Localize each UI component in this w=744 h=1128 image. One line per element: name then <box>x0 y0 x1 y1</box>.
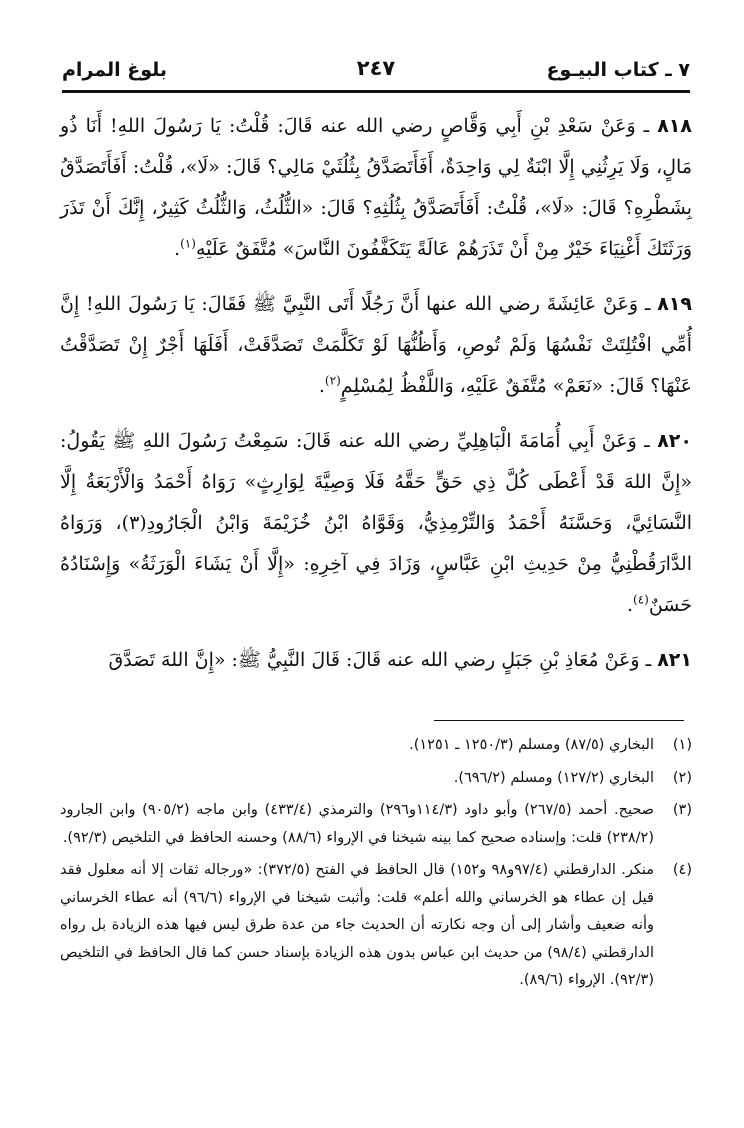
hadith-818: ٨١٨ ـ وَعَنْ سَعْدِ بْنِ أَبِي وَقَّاصٍ رضي الله عنه قَالَ: قُلْتُ: يَا رَسُولَ اللهِ! أَنَا ذُو مَالٍ، وَلَا يَرِثُنِي إِلَّا ابْنَةٌ لِي وَاحِدَةٌ، أَفَأَتَصَدَّقُ بِثُلُثَيْ مَالِي؟ قَالَ: «لَا»، قُلْتُ: أَفَأَتَصَدَّقُ بِشَطْرِهِ؟ قَالَ: «لَا»، قُلْتُ: أَفَأَتَصَدَّقُ بِثُلُثِهِ؟ قَالَ: «الثُّلُثُ، وَالثُّلُثُ كَثِيرٌ، إِنَّكَ أَنْ تَذَرَ وَرَثَتَكَ أَغْنِيَاءَ خَيْرٌ مِنْ أَنْ تَذَرَهُمْ عَالَةً يَتَكَفَّفُونَ النَّاسَ» مُتَّفَقٌ عَلَيْهِ$^{(١)}$. <box>60 115 692 260</box>
footnote-text: البخاري (١٢٧/٢) ومسلم (٦٩٦/٢). <box>453 769 654 786</box>
footnote-ref: (٤) <box>633 592 649 607</box>
hadith-text: ـ وَعَنْ سَعْدِ بْنِ أَبِي وَقَّاصٍ رضي الله عنه قَالَ: قُلْتُ: يَا رَسُولَ اللهِ! أَنَا ذُو مَالٍ، وَلَا يَرِثُنِي إِلَّا ابْنَةٌ لِي وَاحِدَةٌ، أَفَأَتَصَدَّقُ بِثُلُثَيْ مَالِي؟ قَالَ: «لَا»، قُلْتُ: أَفَأَتَصَدَّقُ بِشَطْرِهِ؟ قَالَ: «لَا»، قُلْتُ: أَفَأَتَصَدَّقُ بِثُلُثِهِ؟ قَالَ: «الثُّلُثُ، وَالثُّلُثُ كَثِيرٌ، إِنَّكَ أَنْ تَذَرَ وَرَثَتَكَ أَغْنِيَاءَ خَيْرٌ مِنْ أَنْ تَذَرَهُمْ عَالَةً يَتَكَفَّفُونَ النَّاسَ» مُتَّفَقٌ عَلَيْهِ <box>60 115 692 260</box>
footnote <box>60 857 692 995</box>
footnote-text: منكر. الدارقطني (٩٧/٤و٩٨ و١٥٢) قال الحافظ في الفتح (٣٧٢/٥): «ورجاله ثقات إلا أنه معلول فقد قيل إن عطاء هو الخرساني والله أعلم» قلت: وأثبت شيخنا في الإرواء (٩٦/٦) أنه عطاء الخرساني وأنه ضعيف وأشار إلى أن وجه نكارته أن الحديث جاء من عدة طرق ليس فيها هذه الزيادة بل رواه الدارقطني (٩٨/٤) من حديث ابن عباس بدون هذه الزيادة بإسناد حسن كما قال الحافظ في التلخيص (٩٢/٣). الإرواء (٨٩/٦). <box>60 862 655 988</box>
footnote-text: صحيح. أحمد (٢٦٧/٥) وأبو داود (١١٤/٣و٢٩٦) والترمذي (٤٣٣/٤) وابن ماجه (٩٠٥/٢) وابن الجارود (٢٣٨/٢) قلت: وإسناده صحيح كما بينه شيخنا في الإرواء (٨٨/٦) وحسنه الحافظ في التلخيص (٩٢/٣). <box>60 802 654 846</box>
chapter-title: ٧ ـ كتاب البيـوع <box>546 59 690 81</box>
hadith-821 <box>60 640 692 681</box>
hadith-number: ٨١٩ <box>657 293 692 315</box>
hadith-number: ٨١٨ <box>657 115 692 137</box>
footnote-ref: (٢) <box>324 373 341 388</box>
footnote-ref: (١) <box>180 236 196 251</box>
footnote-number: (٢) <box>672 769 692 786</box>
hadith-number: ٨٢٠ <box>657 430 692 452</box>
footnotes <box>60 732 692 1000</box>
footnote <box>60 797 692 852</box>
footnote-number: (٣) <box>672 802 692 818</box>
hadith-text: ـ وَعَنْ مُعَاذِ بْنِ جَبَلٍ رضي الله عنه قَالَ: قَالَ النَّبِيُّ ﷺ: «إِنَّ اللهَ تَصَدَّقَ <box>108 649 652 671</box>
hadith-text: ـ وَعَنْ أَبِي أُمَامَةَ الْبَاهِلِيِّ رضي الله عنه قَالَ: سَمِعْتُ رَسُولَ اللهِ ﷺ يَقُولُ: «إِنَّ اللهَ قَدْ أَعْطَى كُلَّ ذِي حَقٍّ حَقَّهُ فَلَا وَصِيَّةَ لِوَارِثٍ» رَوَاهُ أَحْمَدُ وَالْأَرْبَعَةُ إِلَّا النَّسَائِيَّ، وَحَسَّنَهُ أَحْمَدُ وَالتِّرْمِذِيُّ، وَقَوَّاهُ ابْنُ خُزَيْمَةَ وَابْنُ الْجَارُودِ(٣)، وَرَوَاهُ الدَّارَقُطْنِيُّ مِنْ حَدِيثِ ابْنِ عَبَّاسٍ، وَزَادَ فِي آخِرِهِ: «إِلَّا أَنْ يَشَاءَ الْوَرَثَةُ» وَإِسْنَادُهُ حَسَنٌ <box>60 430 693 616</box>
hadith-text: ـ وَعَنْ عَائِشَةَ رضي الله عنها أَنَّ رَجُلًا أَتَى النَّبِيَّ ﷺ فَقَالَ: يَا رَسُولَ اللهِ! إِنَّ أُمِّي افْتُلِتَتْ نَفْسُهَا وَلَمْ تُوصِ، وَأَظُنُّهَا لَوْ تَكَلَّمَتْ تَصَدَّقَتْ، أَفَلَهَا أَجْرٌ إِنْ تَصَدَّقْتُ عَنْهَا؟ قَالَ: «نَعَمْ» مُتَّفَقٌ عَلَيْهِ، وَاللَّفْظُ لِمُسْلِمٍ <box>60 293 692 397</box>
hadith-820: ٨٢٠ ـ وَعَنْ أَبِي أُمَامَةَ الْبَاهِلِيِّ رضي الله عنه قَالَ: سَمِعْتُ رَسُولَ اللهِ ﷺ يَقُولُ: «إِنَّ اللهَ قَدْ أَعْطَى كُلَّ ذِي حَقٍّ حَقَّهُ فَلَا وَصِيَّةَ لِوَارِثٍ» رَوَاهُ أَحْمَدُ وَالْأَرْبَعَةُ إِلَّا النَّسَائِيَّ، وَحَسَّنَهُ أَحْمَدُ وَالتِّرْمِذِيُّ، وَقَوَّاهُ ابْنُ خُزَيْمَةَ وَابْنُ الْجَارُودِ(٣)، وَرَوَاهُ الدَّارَقُطْنِيُّ مِنْ حَدِيثِ ابْنِ عَبَّاسٍ، وَزَادَ فِي آخِرِهِ: «إِلَّا أَنْ يَشَاءَ الْوَرَثَةُ» وَإِسْنَادُهُ حَسَنٌ$^{(٤)}$. <box>60 430 693 616</box>
hadith-819: ٨١٩ ـ وَعَنْ عَائِشَةَ رضي الله عنها أَنَّ رَجُلًا أَتَى النَّبِيَّ ﷺ فَقَالَ: يَا رَسُولَ اللهِ! إِنَّ أُمِّي افْتُلِتَتْ نَفْسُهَا وَلَمْ تُوصِ، وَأَظُنُّهَا لَوْ تَكَلَّمَتْ تَصَدَّقَتْ، أَفَلَهَا أَجْرٌ إِنْ تَصَدَّقْتُ عَنْهَا؟ قَالَ: «نَعَمْ» مُتَّفَقٌ عَلَيْهِ، وَاللَّفْظُ لِمُسْلِمٍ$^{(٢)}$. <box>60 293 692 397</box>
book-title: بلوغ المرام <box>62 59 168 81</box>
hadith-number: ٨٢١ <box>657 649 692 671</box>
main-text <box>60 106 692 695</box>
footnote-text: البخاري (٨٧/٥) ومسلم (١٢٥٠/٣ ـ ١٢٥١). <box>409 737 654 753</box>
footnote-divider <box>434 720 684 721</box>
page-header <box>62 50 690 93</box>
footnote-number: (١) <box>672 737 692 753</box>
page-number: ٢٤٧ <box>356 56 396 80</box>
footnote-number: (٤) <box>672 862 692 878</box>
footnote <box>60 732 692 760</box>
footnote <box>60 765 692 793</box>
